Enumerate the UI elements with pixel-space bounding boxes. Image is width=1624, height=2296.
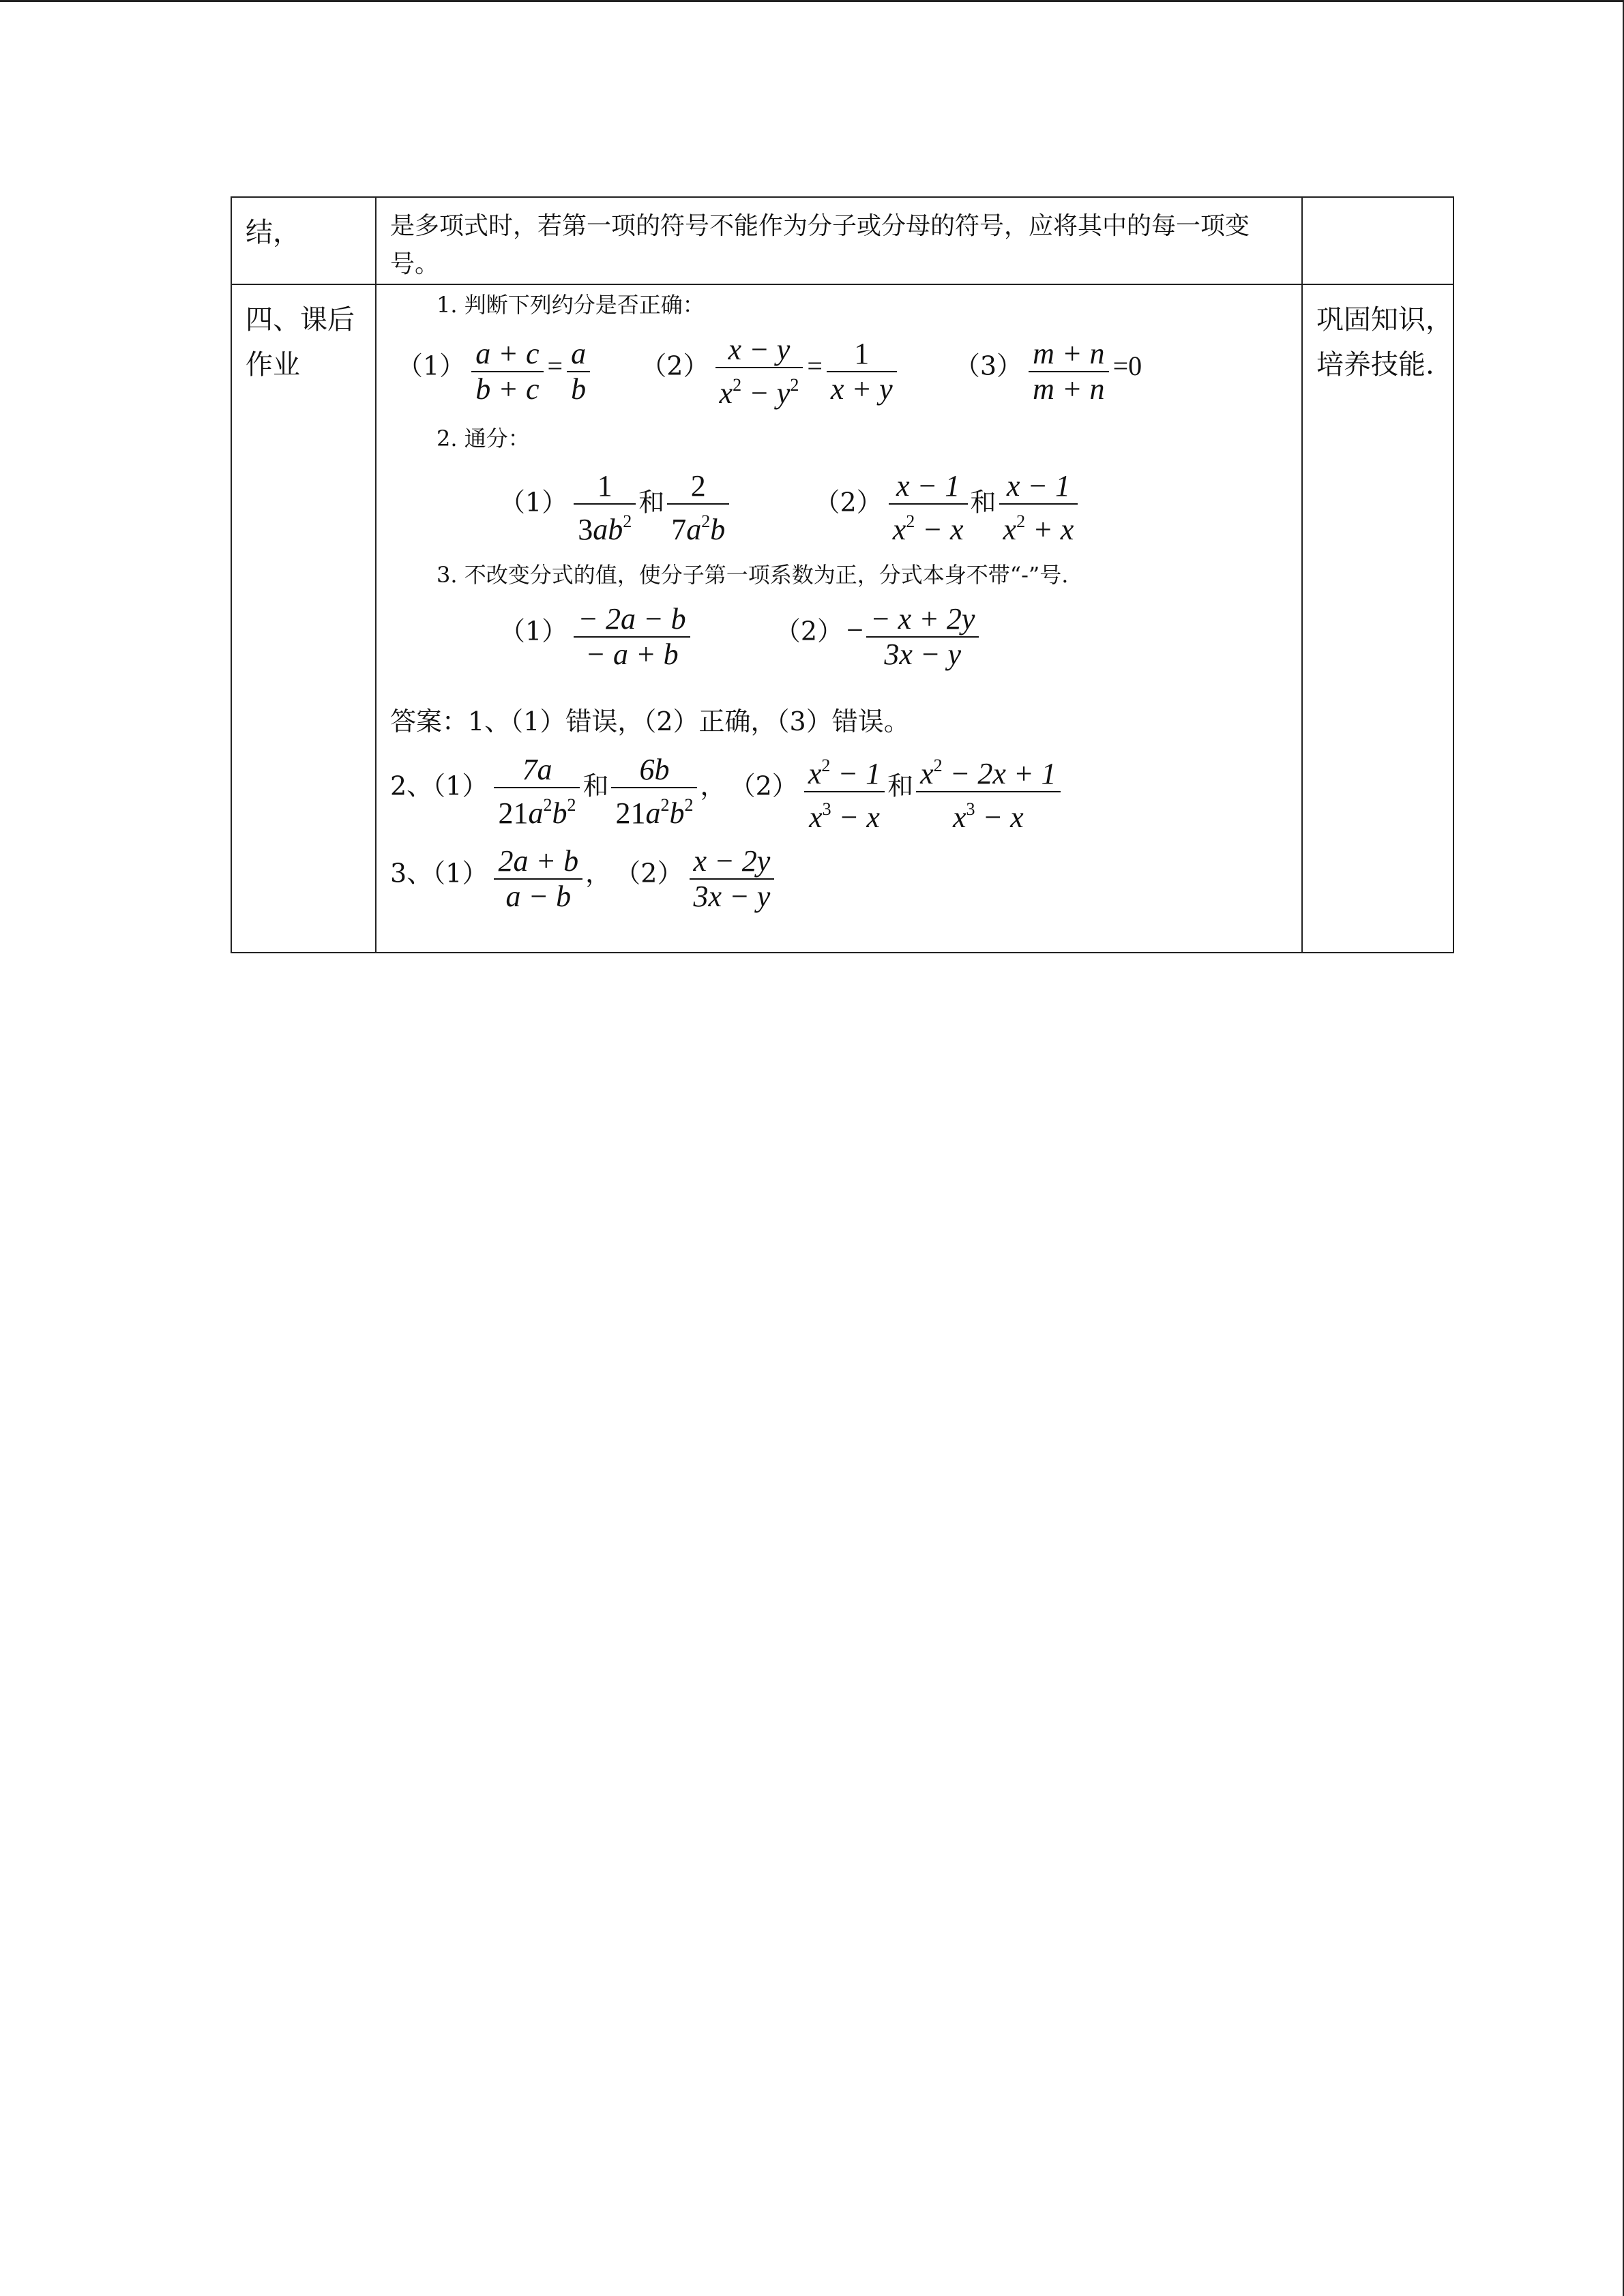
answer3-fraction-2 <box>690 844 775 914</box>
denominator: $21a^2b^2$ <box>498 795 576 830</box>
numerator: a + c <box>471 337 543 372</box>
answer2-fraction-2a <box>804 749 885 835</box>
numerator: x − y <box>715 333 803 368</box>
answers-line-3 <box>390 844 777 914</box>
q1-fraction-2 <box>715 333 803 411</box>
numerator: 7a <box>494 753 580 788</box>
q2-fraction-1b <box>667 469 729 547</box>
q3-label-2: （2） <box>774 616 844 646</box>
answers-line-2 <box>390 749 1063 835</box>
denominator: − a + b <box>585 638 679 671</box>
q3-title: 3. 不改变分式的值，使分子第一项系数为正，分式本身不带“-”号. <box>437 562 1069 588</box>
numerator: x − 1 <box>889 469 968 505</box>
row2-stage-cell: 四、课后作业 <box>231 284 376 953</box>
q1-label-1: （1） <box>397 351 466 381</box>
q3-label-1: （1） <box>499 616 568 646</box>
q2-title: 2. 通分： <box>437 426 530 451</box>
row2-content-cell <box>376 284 1302 953</box>
numerator: $x^2 - 2x + 1$ <box>916 749 1060 792</box>
q3-fraction-1 <box>574 602 690 672</box>
result-text: =0 <box>1112 350 1142 381</box>
numerator: a <box>567 337 590 372</box>
q1-fraction-2-result <box>827 337 897 406</box>
table-row <box>231 284 1453 953</box>
row1-purpose-cell <box>1302 197 1453 284</box>
numerator: x − 2y <box>690 844 775 880</box>
numerator: − x + 2y <box>866 602 979 638</box>
q2-fraction-2b <box>999 469 1078 547</box>
denominator: x + y <box>830 372 893 406</box>
row1-content-cell <box>376 197 1302 284</box>
answer2-label-b: （2） <box>729 771 798 801</box>
q2-fraction-1a <box>574 469 636 547</box>
numerator: 2a + b <box>494 844 582 880</box>
denominator: $x^2 - x$ <box>892 511 964 546</box>
denominator: b + c <box>475 372 540 406</box>
answer3-label: 3、（1） <box>390 858 488 889</box>
numerator: 1 <box>574 469 636 505</box>
numerator: $x^2 - 1$ <box>804 749 885 792</box>
numerator: 6b <box>611 753 697 788</box>
answer2-fraction-1a <box>494 753 580 831</box>
table-row <box>231 197 1453 284</box>
denominator: $x^2 - y^2$ <box>719 375 799 410</box>
row2-purpose-cell: 巩固知识，培养技能. <box>1302 284 1453 953</box>
answer2-fraction-1b <box>611 753 697 831</box>
equals-sign: = <box>547 350 563 381</box>
row1-content-text: 是多项式时，若第一项的符号不能作为分子或分母的符号，应将其中的每一项变号。 <box>390 212 1250 278</box>
numerator: 2 <box>667 469 729 505</box>
q1-label-3: （3） <box>954 351 1022 381</box>
minus-sign: − <box>846 613 863 647</box>
answer2-fraction-2b <box>916 749 1060 835</box>
q1-items <box>397 333 1143 411</box>
q1-fraction-1 <box>471 337 543 406</box>
comma: ， <box>700 771 726 801</box>
denominator: $21a^2b^2$ <box>615 795 694 830</box>
denominator: a − b <box>505 880 572 913</box>
denominator: 3x − y <box>693 880 771 913</box>
denominator: m + n <box>1033 372 1105 406</box>
denominator: 3x − y <box>884 638 962 671</box>
answer3-fraction-1 <box>494 844 582 914</box>
denominator: $x^3 - x$ <box>809 799 880 834</box>
equals-sign: = <box>807 350 823 381</box>
q2-items <box>499 469 1080 547</box>
q3-fraction-2 <box>866 602 979 672</box>
and-text: 和 <box>582 771 609 801</box>
q2-label-1: （1） <box>499 487 568 518</box>
numerator: 1 <box>827 337 897 372</box>
q2-fraction-2a <box>889 469 968 547</box>
denominator: $7a^2b$ <box>671 511 726 546</box>
q1-fraction-1-result <box>567 337 590 406</box>
answer3-label-b: （2） <box>615 858 683 889</box>
q1-label-2: （2） <box>640 351 709 381</box>
q1-title: 1. 判断下列约分是否正确： <box>437 292 705 318</box>
answer2-label: 2、（1） <box>390 771 488 801</box>
numerator: − 2a − b <box>574 602 690 638</box>
denominator: $x^3 - x$ <box>952 799 1024 834</box>
q2-label-2: （2） <box>814 487 883 518</box>
lesson-plan-table <box>231 196 1454 953</box>
page-top-border <box>0 0 1624 2</box>
q3-items <box>499 602 981 672</box>
numerator: m + n <box>1029 337 1108 372</box>
denominator: $x^2 + x$ <box>1003 511 1074 546</box>
q1-fraction-3 <box>1029 337 1108 406</box>
and-text: 和 <box>970 487 996 518</box>
and-text: 和 <box>887 771 914 801</box>
answers-line-1: 答案：1、（1）错误，（2）正确，（3）错误。 <box>390 706 910 736</box>
row1-stage-cell: 结， <box>231 197 376 284</box>
and-text: 和 <box>638 487 665 518</box>
denominator: b <box>571 372 587 406</box>
numerator: x − 1 <box>999 469 1078 505</box>
denominator: $3ab^2$ <box>578 511 632 546</box>
comma: ， <box>585 858 612 889</box>
